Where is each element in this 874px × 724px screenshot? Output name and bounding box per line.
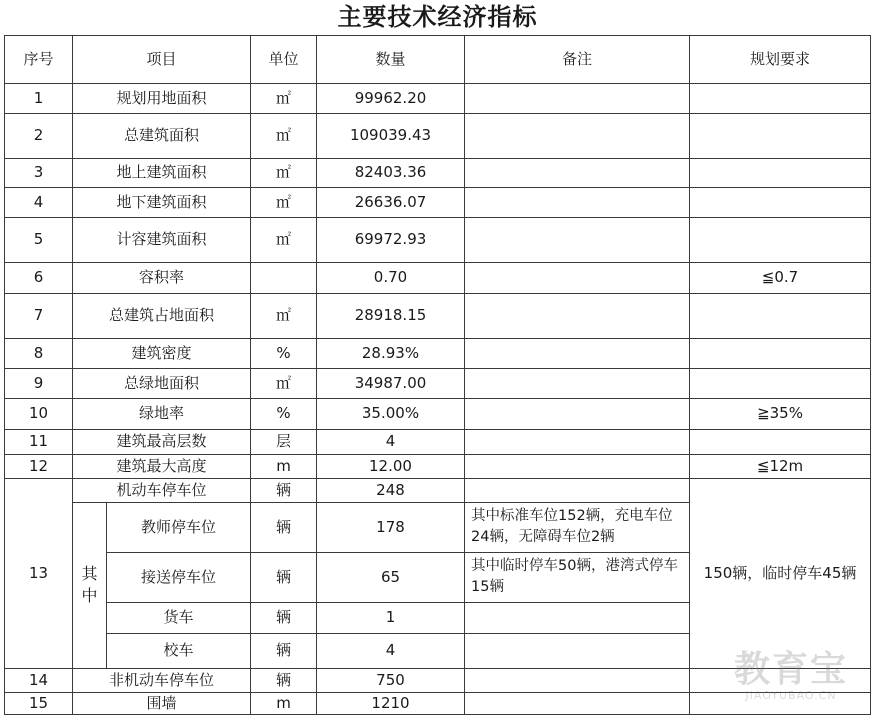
- header-row: [5, 35, 871, 83]
- row-qty: 35.00%: [317, 398, 465, 429]
- table-row: [5, 187, 871, 217]
- row-qty: 750: [317, 668, 465, 692]
- group-label: [73, 502, 107, 668]
- row-requirement: [690, 83, 871, 113]
- row-no: 14: [5, 668, 73, 692]
- row-unit: ㎡: [251, 293, 317, 338]
- row-no: 10: [5, 398, 73, 429]
- row-remark: [465, 398, 690, 429]
- table-row: [5, 293, 871, 338]
- row-qty: 0.70: [317, 262, 465, 293]
- sub-unit: 辆: [251, 602, 317, 633]
- header-no: 序号: [5, 35, 73, 83]
- row-requirement: ≦0.7: [690, 262, 871, 293]
- header-qty: 数量: [317, 35, 465, 83]
- row-no: 7: [5, 293, 73, 338]
- row-no: 11: [5, 429, 73, 454]
- row-item: 总绿地面积: [73, 368, 251, 398]
- table-row: [5, 692, 871, 714]
- row-requirement: [690, 429, 871, 454]
- header-requirement: 规划要求: [690, 35, 871, 83]
- table-row: [5, 398, 871, 429]
- row-item: 总建筑面积: [73, 113, 251, 158]
- row-unit: ㎡: [251, 187, 317, 217]
- sub-unit: 辆: [251, 502, 317, 552]
- row-qty: 12.00: [317, 454, 465, 478]
- row-unit: m: [251, 454, 317, 478]
- row-unit: m: [251, 692, 317, 714]
- sub-remark: 其中标准车位152辆，充电车位24辆，无障碍车位2辆: [465, 502, 690, 552]
- table-row: [5, 668, 871, 692]
- row-remark: [465, 262, 690, 293]
- row-item: 非机动车停车位: [73, 668, 251, 692]
- sub-item: 教师停车位: [107, 502, 251, 552]
- row-unit: 层: [251, 429, 317, 454]
- row-requirement: [690, 668, 871, 692]
- row-unit: ㎡: [251, 158, 317, 187]
- sub-unit: 辆: [251, 633, 317, 668]
- sub-qty: 4: [317, 633, 465, 668]
- indicator-table: [4, 0, 871, 715]
- sub-qty: 65: [317, 552, 465, 602]
- row-remark: [465, 113, 690, 158]
- row-item: 机动车停车位: [73, 478, 251, 502]
- row-item: 总建筑占地面积: [73, 293, 251, 338]
- row-requirement: 150辆，临时停车45辆: [690, 478, 871, 668]
- sub-remark: 其中临时停车50辆，港湾式停车15辆: [465, 552, 690, 602]
- row-qty: 99962.20: [317, 83, 465, 113]
- row-item: 地下建筑面积: [73, 187, 251, 217]
- row-remark: [465, 187, 690, 217]
- row-requirement: [690, 187, 871, 217]
- row-remark: [465, 368, 690, 398]
- row-item: 地上建筑面积: [73, 158, 251, 187]
- row-no: 5: [5, 217, 73, 262]
- row-qty: 82403.36: [317, 158, 465, 187]
- table-row: [5, 83, 871, 113]
- row-no: 8: [5, 338, 73, 368]
- row-unit: %: [251, 398, 317, 429]
- row-unit: 辆: [251, 668, 317, 692]
- sub-qty: 1: [317, 602, 465, 633]
- table-title: 主要技术经济指标: [5, 0, 871, 35]
- row-requirement: [690, 113, 871, 158]
- row-no: 15: [5, 692, 73, 714]
- row-no: 2: [5, 113, 73, 158]
- sub-remark: [465, 633, 690, 668]
- row-remark: [465, 454, 690, 478]
- table-row: [5, 113, 871, 158]
- title-row: [5, 0, 871, 35]
- watermark-url: JIAOYUBAO.CN: [745, 689, 837, 702]
- header-item: 项目: [73, 35, 251, 83]
- row-remark: [465, 429, 690, 454]
- row-requirement: [690, 692, 871, 714]
- row-requirement: [690, 368, 871, 398]
- sub-qty: 178: [317, 502, 465, 552]
- row-item: 建筑密度: [73, 338, 251, 368]
- row-remark: [465, 692, 690, 714]
- table-row: [5, 454, 871, 478]
- row-item: 容积率: [73, 262, 251, 293]
- table-row: [5, 338, 871, 368]
- row-no: 3: [5, 158, 73, 187]
- sub-item: 货车: [107, 602, 251, 633]
- row-unit: [251, 262, 317, 293]
- row-unit: %: [251, 338, 317, 368]
- table-row: [5, 217, 871, 262]
- row-requirement: [690, 217, 871, 262]
- row-qty: 109039.43: [317, 113, 465, 158]
- row-unit: 辆: [251, 478, 317, 502]
- row-no: 12: [5, 454, 73, 478]
- row-remark: [465, 338, 690, 368]
- row-item: 绿地率: [73, 398, 251, 429]
- row-requirement: [690, 293, 871, 338]
- row-unit: ㎡: [251, 113, 317, 158]
- sub-unit: 辆: [251, 552, 317, 602]
- row-unit: ㎡: [251, 368, 317, 398]
- row-remark: [465, 158, 690, 187]
- table-row: [5, 262, 871, 293]
- row-item: 计容建筑面积: [73, 217, 251, 262]
- row-no: 4: [5, 187, 73, 217]
- row-requirement: ≧35%: [690, 398, 871, 429]
- row-qty: 69972.93: [317, 217, 465, 262]
- row-qty: 1210: [317, 692, 465, 714]
- sub-item: 校车: [107, 633, 251, 668]
- table-row: [5, 158, 871, 187]
- row-qty: 28918.15: [317, 293, 465, 338]
- row-qty: 34987.00: [317, 368, 465, 398]
- row-remark: [465, 293, 690, 338]
- row-requirement: [690, 158, 871, 187]
- watermark-logo: 教育宝: [733, 649, 848, 690]
- sub-item: 接送停车位: [107, 552, 251, 602]
- row-no: 13: [5, 478, 73, 668]
- row-no: 6: [5, 262, 73, 293]
- row-qty: 248: [317, 478, 465, 502]
- table-row: [5, 429, 871, 454]
- row-qty: 4: [317, 429, 465, 454]
- row-no: 9: [5, 368, 73, 398]
- row-item: 建筑最大高度: [73, 454, 251, 478]
- row-no: 1: [5, 83, 73, 113]
- table-row: [5, 368, 871, 398]
- row-item: 规划用地面积: [73, 83, 251, 113]
- group-label-text: 其中: [81, 564, 98, 605]
- row-unit: ㎡: [251, 83, 317, 113]
- row-remark: [465, 83, 690, 113]
- row-item: 建筑最高层数: [73, 429, 251, 454]
- row-qty: 28.93%: [317, 338, 465, 368]
- row-requirement: [690, 338, 871, 368]
- sub-remark: [465, 602, 690, 633]
- header-remark: 备注: [465, 35, 690, 83]
- row-qty: 26636.07: [317, 187, 465, 217]
- row-remark: [465, 478, 690, 502]
- row-remark: [465, 668, 690, 692]
- header-unit: 单位: [251, 35, 317, 83]
- table-row: [5, 478, 871, 502]
- row-remark: [465, 217, 690, 262]
- row-unit: ㎡: [251, 217, 317, 262]
- row-item: 围墙: [73, 692, 251, 714]
- row-requirement: ≦12m: [690, 454, 871, 478]
